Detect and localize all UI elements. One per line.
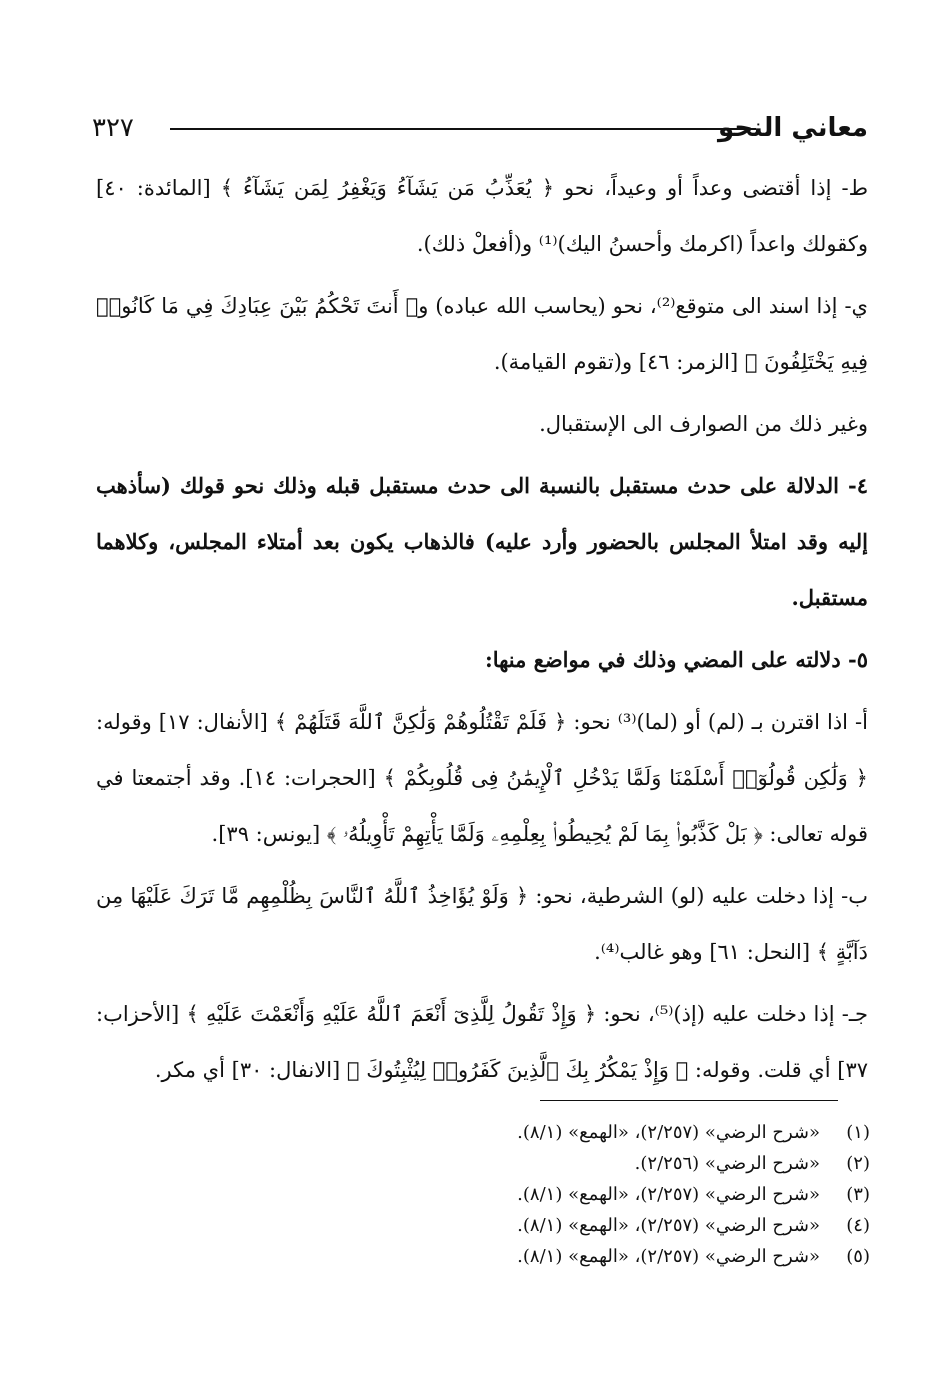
page-number: ٣٢٧ [92,113,134,143]
footnote-number: (٥) [846,1246,870,1267]
footnote-number: (٣) [846,1184,870,1205]
main-text [96,160,868,1104]
footnote-3 [450,1179,870,1210]
paragraph-jim: جـ- إذا دخلت عليه (إذ)⁽⁵⁾، نحو: ﴿ وَإِذْ تَقُولُ لِلَّذِىٓ أَنْعَمَ ٱللَّهُ عَلَيْهِ وَأَنْعَمْتَ عَلَيْهِ ﴾ [الأحزاب: ٣٧] أي قلت. وقوله: ﴿ وَإِذْ يَمْكُرُ بِكَ ٱلَّذِينَ كَفَرُوا۟ لِيُثْبِتُوكَ ﴾ [الانفال: ٣٠] أي مكر. [96,1002,868,1082]
header-rule [170,128,756,130]
section-5-heading: ٥- دلالته على المضي وذلك في مواضع منها: [484,647,868,672]
footnote-5 [450,1241,870,1272]
paragraph-alif: أ- اذا اقترن بـ (لم) أو (لما)⁽³⁾ نحو: ﴿ فَلَمْ تَقْتُلُوهُمْ وَلَٰكِنَّ ٱللَّهَ قَتَلَهُمْ ﴾ [الأنفال: ١٧] وقوله: ﴿ وَلَٰكِن قُولُوٓا۟ أَسْلَمْنَا وَلَمَّا يَدْخُلِ ٱلْإِيمَٰنُ فِى قُلُوبِكُمْ ﴾ [الحجرات: ١٤]. وقد أجتمعتا في قوله تعالى: ﴿ بَلْ كَذَّبُوا۟ بِمَا لَمْ يُحِيطُوا۟ بِعِلْمِهِۦ وَلَمَّا يَأْتِهِمْ تَأْوِيلُهُۥ ﴾ [يونس: ٣٩]. [96,710,868,846]
paragraph-ta: ط- إذا أقتضى وعداً أو وعيداً، نحو ﴿ يُعَذِّبُ مَن يَشَآءُ وَيَغْفِرُ لِمَن يَشَآءُ ﴾ [المائدة: ٤٠] وكقولك واعداً (اكرمك وأحسنُ اليك)⁽¹⁾ و(أفعلْ ذلك). [96,176,868,256]
book-title: معاني النحو [718,113,868,143]
footnote-2 [450,1148,870,1179]
running-header [92,110,868,146]
paragraph-ba: ب- إذا دخلت عليه (لو) الشرطية، نحو: ﴿ وَلَوْ يُؤَاخِذُ ٱللَّهُ ٱلنَّاسَ بِظُلْمِهِم مَّا تَرَكَ عَلَيْهَا مِن دَآبَّةٍ ﴾ [النحل: ٦١] وهو غالب⁽⁴⁾. [96,884,868,964]
footnote-number: (٢) [846,1153,870,1174]
footnote-number: (٤) [846,1215,870,1236]
section-4-paragraph: ٤- الدلالة على حدث مستقبل بالنسبة الى حدث مستقبل قبله وذلك نحو قولك (سأذهب إليه وقد امتلأ المجلس بالحضور وأرد عليه) فالذهاب يكون بعد أمتلاء المجلس، وكلاهما مستقبل. [96,473,868,610]
paragraph-other-cases: وغير ذلك من الصوارف الى الإستقبال. [539,412,868,436]
footnote-1 [450,1117,870,1148]
paragraph-ya: ي- إذا اسند الى متوقع⁽²⁾، نحو (يحاسب الله عباده) و﴿ أَنتَ تَحْكُمُ بَيْنَ عِبَادِكَ فِي مَا كَانُوا۟ فِيهِ يَخْتَلِفُونَ ﴾ [الزمر: ٤٦] و(تقوم القيامة). [96,294,868,374]
footnote-text: «شرح الرضي» (٢/٢٥٧)، «الهمع» (٨/١). [517,1246,820,1267]
footnote-number: (١) [846,1122,870,1143]
footnotes [450,1117,870,1272]
footnote-text: «شرح الرضي» (٢/٢٥٧)، «الهمع» (٨/١). [517,1122,820,1143]
footnote-text: «شرح الرضي» (٢/٢٥٦). [634,1153,820,1174]
footnote-text: «شرح الرضي» (٢/٢٥٧)، «الهمع» (٨/١). [517,1184,820,1205]
footnote-4 [450,1210,870,1241]
footnote-separator [540,1100,838,1101]
footnote-text: «شرح الرضي» (٢/٢٥٧)، «الهمع» (٨/١). [517,1215,820,1236]
